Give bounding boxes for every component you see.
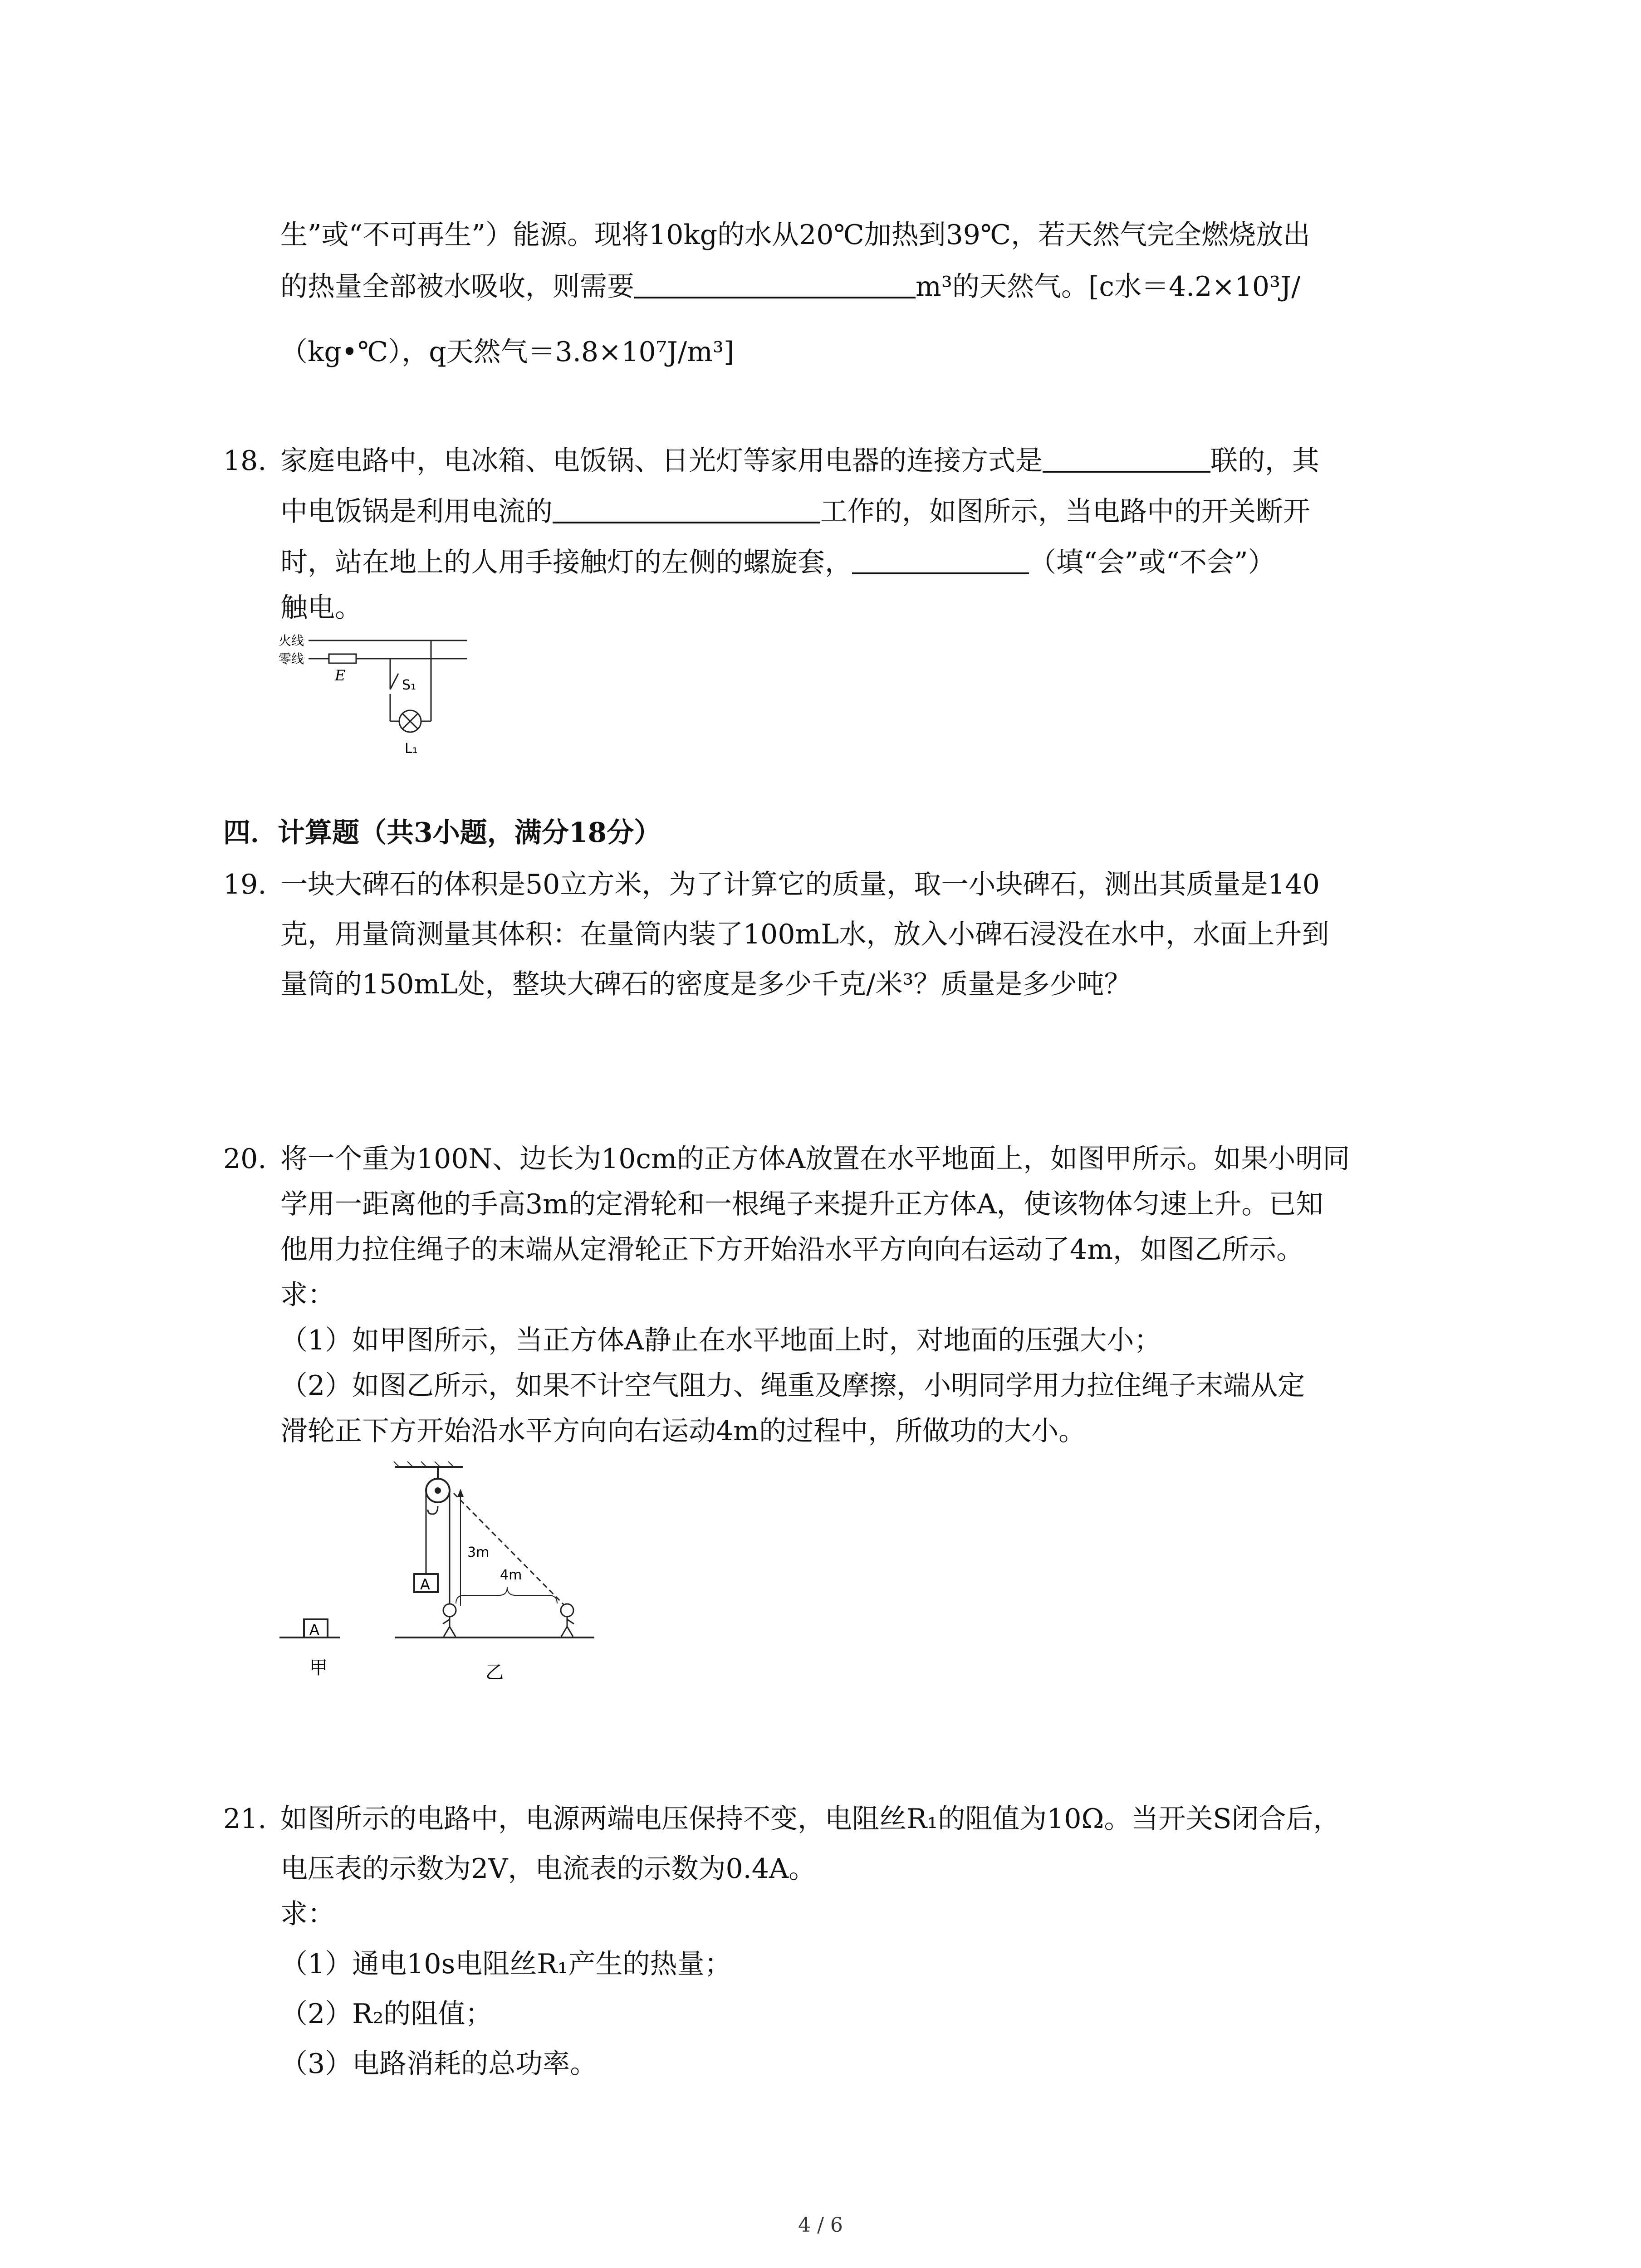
q21-line-6: （3）电路消耗的总功率。 — [280, 2048, 598, 2080]
q17-line-2-a: 的热量全部被水吸收，则需要 — [280, 271, 634, 303]
q21-number: 21. — [223, 1803, 267, 1835]
pulley-hook — [428, 1506, 438, 1514]
q18-line-3 — [280, 544, 1275, 581]
q21-line-3: 求： — [280, 1898, 335, 1930]
switch-label: S₁ — [402, 677, 416, 693]
q19-number: 19. — [223, 869, 267, 900]
live-wire-label: 火线 — [279, 633, 304, 648]
q21-line-5: （2）R₂的阻值； — [280, 1998, 493, 2030]
pulley-axle — [435, 1487, 441, 1494]
q20-line-6: （2）如图乙所示，如果不计空气阻力、绳重及摩擦，小明同学用力拉住绳子末端从定 — [280, 1370, 1305, 1402]
label-jia: 甲 — [309, 1657, 328, 1678]
q20-line-3: 他用力拉住绳子的末端从定滑轮正下方开始沿水平方向向右运动了4m，如图乙所示。 — [280, 1234, 1304, 1266]
fuse-label: E — [335, 667, 346, 684]
q18-line-3-a: 时，站在地上的人用手接触灯的左侧的螺旋套， — [280, 547, 852, 578]
height-arrow-head — [457, 1489, 464, 1497]
q18-line-3-b: （填“会”或“不会”） — [1029, 547, 1275, 578]
q20-line-5: （1）如甲图所示，当正方体A静止在水平地面上时，对地面的压强大小； — [280, 1325, 1161, 1356]
q19-line-3: 量筒的150mL处，整块大碑石的密度是多少千克/米³？质量是多少吨？ — [280, 968, 1132, 1000]
block-jia-label: A — [309, 1621, 319, 1638]
q18-blank-1 — [1043, 443, 1210, 473]
q21-line-2: 电压表的示数为2V，电流表的示数为0.4A。 — [280, 1853, 816, 1885]
section-title: 四．计算题（共3小题，满分18分） — [223, 817, 661, 849]
q20-number: 20. — [223, 1143, 267, 1175]
q17-line-2 — [280, 269, 1300, 305]
q20-line-1: 将一个重为100N、边长为10cm的正方体A放置在水平地面上，如图甲所示。如果小明同 — [280, 1143, 1350, 1175]
lamp-label: L₁ — [405, 741, 418, 757]
person-start-icon — [443, 1604, 456, 1637]
q17-answer-blank — [634, 269, 916, 298]
height-label: 3m — [467, 1545, 490, 1560]
q18-line-2-b: 工作的，如图所示，当电路中的开关断开 — [820, 496, 1310, 528]
distance-label: 4m — [500, 1567, 522, 1583]
block-yi-label: A — [420, 1576, 430, 1593]
page-number: 4 / 6 — [798, 2214, 843, 2237]
q18-number: 18. — [223, 445, 267, 477]
q21-line-4: （1）通电10s电阻丝R₁产生的热量； — [280, 1948, 732, 1980]
q19-line-2: 克，用量筒测量其体积：在量筒内装了100mL水，放入小碑石浸没在水中，水面上升到 — [280, 919, 1329, 950]
q17-line-1: 生”或“不可再生”）能源。现将10kg的水从20℃加热到39℃，若天然气完全燃烧放出 — [280, 219, 1311, 251]
q18-line-4: 触电。 — [280, 592, 362, 624]
q18-line-1-b: 联的，其 — [1210, 445, 1319, 477]
q18-line-2-a: 中电饭锅是利用电流的 — [280, 496, 553, 528]
neutral-wire-label: 零线 — [279, 651, 304, 666]
q20-line-4: 求： — [280, 1279, 335, 1311]
distance-bracket — [456, 1587, 557, 1603]
q18-line-1 — [280, 443, 1319, 479]
q20-line-2: 学用一距离他的手高3m的定滑轮和一根绳子来提升正方体A，使该物体匀速上升。已知 — [280, 1188, 1323, 1220]
person-end-icon — [561, 1604, 574, 1637]
q17-line-3: （kg•℃），q天然气＝3.8×10⁷J/m³] — [280, 336, 735, 368]
q18-blank-3 — [852, 544, 1029, 574]
q18-line-2 — [280, 494, 1310, 530]
q20-line-7: 滑轮正下方开始沿水平方向向右运动4m的过程中，所做功的大小。 — [280, 1415, 1086, 1447]
q21-line-1: 如图所示的电路中，电源两端电压保持不变，电阻丝R₁的阻值为10Ω。当开关S闭合后， — [280, 1803, 1341, 1835]
q17-line-2-b: m³的天然气。[c水＝4.2×10³J/ — [916, 271, 1301, 303]
fuse-box — [329, 654, 356, 663]
q18-blank-2 — [553, 494, 820, 523]
q20-pulley-figure — [277, 1461, 622, 1706]
q18-line-1-a: 家庭电路中，电冰箱、电饭锅、日光灯等家用电器的连接方式是 — [280, 445, 1043, 477]
switch-arm — [390, 674, 398, 689]
label-yi: 乙 — [485, 1662, 504, 1683]
q19-line-1: 一块大碑石的体积是50立方米，为了计算它的质量，取一小块碑石，测出其质量是140 — [280, 869, 1320, 900]
q18-circuit-figure — [277, 631, 495, 767]
